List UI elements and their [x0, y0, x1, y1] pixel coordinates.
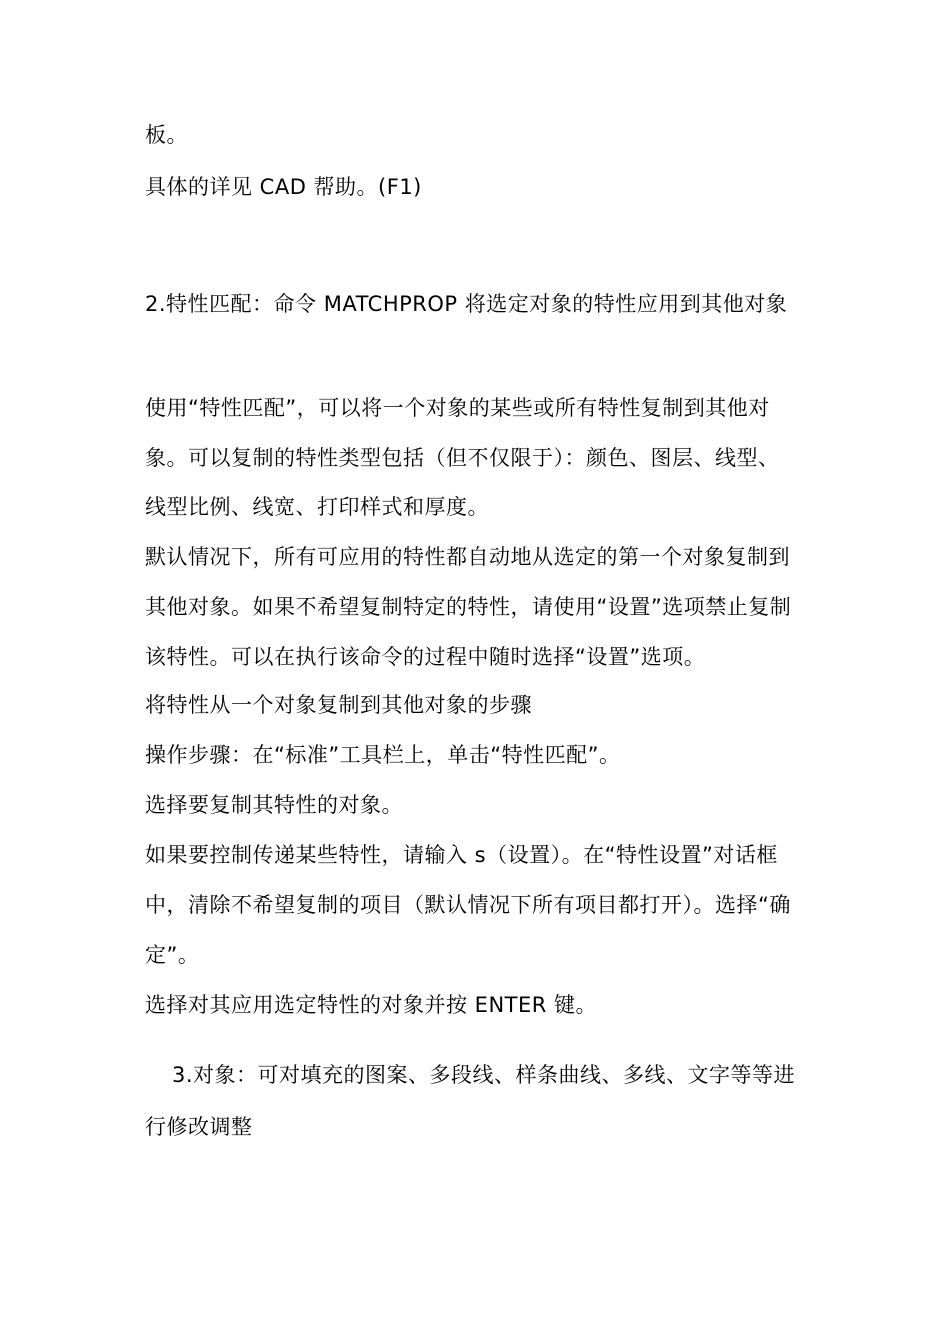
section-heading-matchprop: 2.特性匹配：命令 MATCHPROP 将选定对象的特性应用到其他对象 [145, 292, 788, 316]
paragraph-line: 选择要复制其特性的对象。 [145, 793, 403, 817]
text-line-cad-help: 具体的详见 CAD 帮助。(F1) [145, 175, 422, 199]
paragraph-line: 选择对其应用选定特性的对象并按 ENTER 键。 [145, 993, 598, 1017]
paragraph-line: 如果要控制传递某些特性，请输入 s（设置）。在“特性设置”对话框 [145, 843, 778, 867]
paragraph-line: 线型比例、线宽、打印样式和厚度。 [145, 495, 489, 519]
paragraph-line: 该特性。可以在执行该命令的过程中随时选择“设置”选项。 [145, 645, 706, 669]
paragraph-line: 象。可以复制的特性类型包括（但不仅限于）：颜色、图层、线型、 [145, 446, 780, 470]
paragraph-line: 默认情况下，所有可应用的特性都自动地从选定的第一个对象复制到 [145, 545, 790, 569]
paragraph-line: 操作步骤：在“标准”工具栏上，单击“特性匹配”。 [145, 743, 621, 767]
paragraph-line: 定”。 [145, 943, 200, 967]
paragraph-line: 行修改调整 [145, 1115, 253, 1139]
paragraph-line: 其他对象。如果不希望复制特定的特性，请使用“设置”选项禁止复制 [145, 595, 792, 619]
paragraph-line: 使用“特性匹配”，可以将一个对象的某些或所有特性复制到其他对 [145, 396, 770, 420]
paragraph-line: 中，清除不希望复制的项目（默认情况下所有项目都打开）。选择“确 [145, 893, 791, 917]
text-line-continuation: 板。 [145, 123, 188, 147]
paragraph-line: 将特性从一个对象复制到其他对象的步骤 [145, 693, 532, 717]
section-heading-object: 3.对象：可对填充的图案、多段线、样条曲线、多线、文字等等进 [172, 1063, 796, 1087]
